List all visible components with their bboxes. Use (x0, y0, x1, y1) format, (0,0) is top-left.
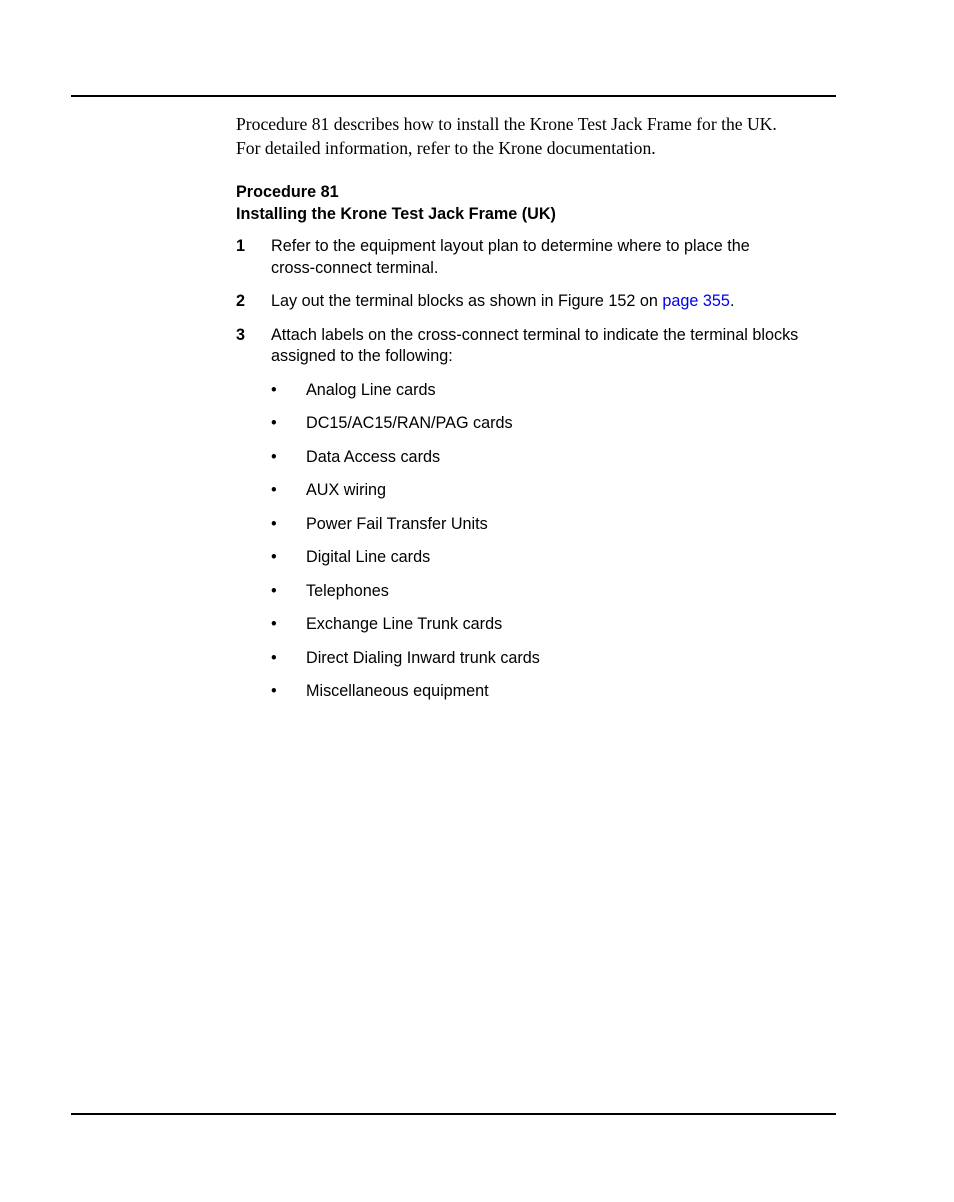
assignment-list (271, 380, 836, 703)
document-body (236, 112, 836, 715)
list-item (271, 413, 836, 435)
bullet-icon: • (271, 615, 277, 633)
list-item (271, 514, 836, 536)
step-text-line-1: Refer to the equipment layout plan to determine where to place the (271, 237, 750, 255)
procedure-title: Installing the Krone Test Jack Frame (UK) (236, 204, 556, 223)
step-number: 1 (236, 237, 246, 255)
step-text: Lay out the terminal blocks as shown in Figure 152 on (271, 292, 663, 310)
step-number: 3 (236, 325, 246, 344)
list-item (271, 380, 836, 402)
list-item (271, 547, 836, 569)
step-text-end: . (729, 292, 735, 310)
list-item (271, 614, 836, 636)
bullet-icon: • (271, 548, 277, 566)
bullet-icon: • (271, 481, 277, 499)
bullet-icon: • (271, 414, 277, 432)
list-item-text: Data Access cards (306, 447, 441, 466)
list-item (271, 648, 836, 670)
bullet-icon: • (271, 380, 277, 399)
step-text-line-2: assigned to the following: (271, 347, 453, 365)
step-2 (236, 291, 836, 313)
procedure-heading (236, 182, 836, 225)
bullet-icon: • (271, 514, 277, 533)
intro-line-1: Procedure 81 describes how to install the Krone Test Jack Frame for the UK. (236, 114, 777, 134)
bullet-icon: • (271, 447, 277, 466)
list-item (271, 581, 836, 603)
list-item-text: DC15/AC15/RAN/PAG cards (306, 414, 513, 432)
list-item (271, 681, 836, 703)
list-item-text: Analog Line cards (306, 380, 436, 399)
step-number: 2 (236, 292, 246, 310)
list-item-text: Telephones (306, 581, 389, 600)
list-item-text: Digital Line cards (306, 548, 431, 566)
step-3 (236, 325, 836, 703)
procedure-number: Procedure 81 (236, 183, 339, 201)
list-item-text: Direct Dialing Inward trunk cards (306, 648, 540, 667)
list-item-text: Power Fail Transfer Units (306, 514, 488, 533)
list-item-text: AUX wiring (306, 481, 387, 499)
page-link[interactable]: page 355 (662, 292, 730, 310)
list-item-text: Miscellaneous equipment (306, 682, 489, 700)
bullet-icon: • (271, 648, 277, 667)
intro-paragraph (236, 112, 836, 160)
bullet-icon: • (271, 682, 277, 700)
list-item-text: Exchange Line Trunk cards (306, 615, 503, 633)
step-1 (236, 236, 836, 279)
step-text-line-2: cross-connect terminal. (271, 258, 439, 277)
header-rule (71, 95, 836, 97)
step-text-line-1: Attach labels on the cross-connect terminal to indicate the terminal blocks (271, 325, 799, 344)
procedure-steps (236, 236, 836, 703)
footer-rule (71, 1113, 836, 1115)
intro-line-2: For detailed information, refer to the Krone documentation. (236, 138, 656, 158)
bullet-icon: • (271, 581, 277, 600)
list-item (271, 447, 836, 469)
list-item (271, 480, 836, 502)
